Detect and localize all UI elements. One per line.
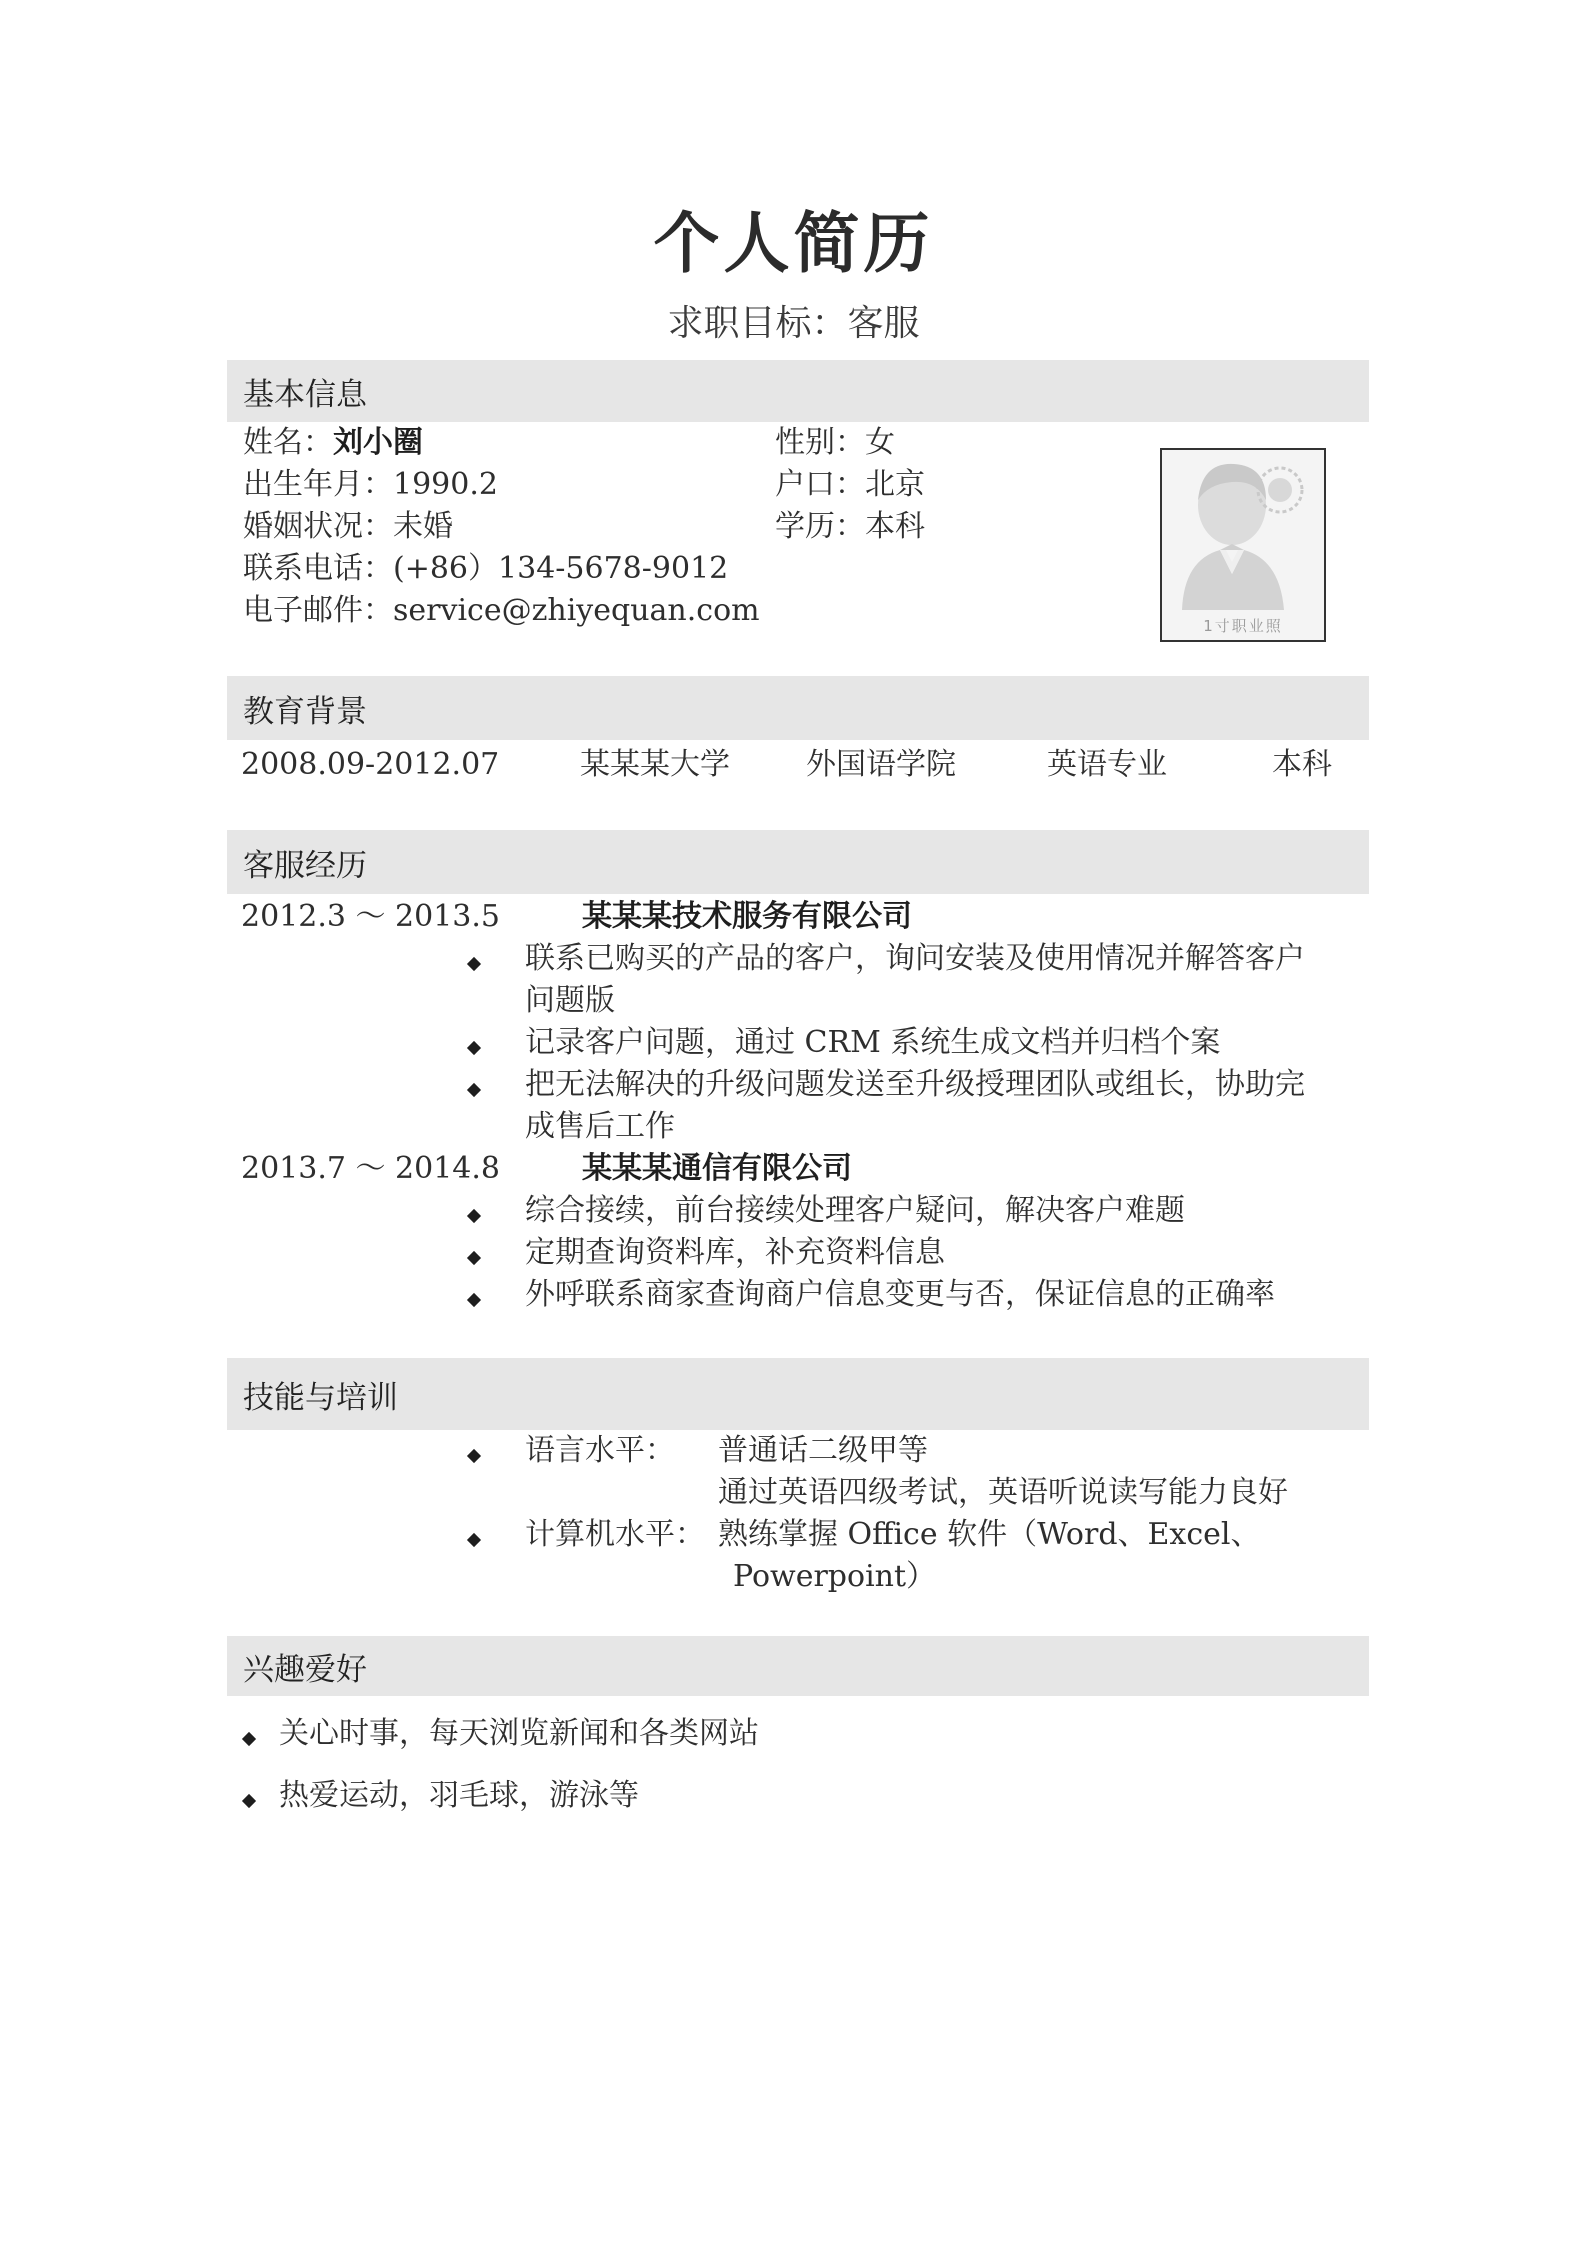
- birth-date: 出生年月：1990.2: [243, 467, 498, 502]
- hukou: 户口：北京: [775, 467, 925, 502]
- phone-number: 联系电话：(+86）134-5678-9012: [243, 551, 729, 586]
- avatar-placeholder-icon: [1162, 450, 1324, 640]
- job-period: 2013.7 ～ 2014.8: [241, 1151, 501, 1186]
- bullet-icon: [242, 1732, 256, 1746]
- bullet-icon: [467, 1293, 481, 1307]
- language-line: 通过英语四级考试，英语听说读写能力良好: [718, 1475, 1288, 1510]
- bullet-icon: [467, 1533, 481, 1547]
- section-header-experience: 客服经历: [227, 830, 1369, 894]
- education-school: 某某某大学: [580, 747, 730, 782]
- hobby-item: 热爱运动，羽毛球，游泳等: [279, 1778, 639, 1813]
- profile-photo: [1160, 448, 1326, 642]
- section-header-hobbies: 兴趣爱好: [227, 1636, 1369, 1696]
- resume-title: 个人简历: [653, 204, 934, 282]
- language-label: 语言水平：: [525, 1433, 675, 1468]
- name-label: 姓名：: [243, 425, 333, 460]
- duty-line: 外呼联系商家查询商户信息变更与否，保证信息的正确率: [525, 1277, 1275, 1312]
- computer-line: Powerpoint）: [733, 1559, 937, 1594]
- bullet-icon: [467, 1449, 481, 1463]
- bullet-icon: [467, 1251, 481, 1265]
- hobby-item: 关心时事，每天浏览新闻和各类网站: [279, 1716, 759, 1751]
- education-major: 英语专业: [1047, 747, 1167, 782]
- duty-line: 综合接续，前台接续处理客户疑问，解决客户难题: [525, 1193, 1185, 1228]
- duty-line: 联系已购买的产品的客户，询问安装及使用情况并解答客户: [525, 941, 1305, 976]
- name-row: [243, 422, 423, 464]
- education-college: 外国语学院: [806, 747, 956, 782]
- photo-caption: 1寸职业照: [1203, 617, 1283, 635]
- marital-status: 婚姻状况：未婚: [243, 509, 453, 544]
- education-period: 2008.09-2012.07: [241, 747, 500, 782]
- duty-line: 问题版: [525, 983, 615, 1018]
- duty-line: 成售后工作: [525, 1109, 675, 1144]
- language-line: 普通话二级甲等: [718, 1433, 928, 1468]
- computer-line: 熟练掌握 Office 软件（Word、Excel、: [718, 1517, 1261, 1552]
- job-period: 2012.3 ～ 2013.5: [241, 899, 501, 934]
- bullet-icon: [467, 1083, 481, 1097]
- bullet-icon: [242, 1794, 256, 1808]
- bullet-icon: [467, 957, 481, 971]
- section-header-skills: 技能与培训: [227, 1358, 1369, 1430]
- education-level: 本科: [1272, 747, 1332, 782]
- job-objective: 求职目标：客服: [667, 303, 920, 344]
- duty-line: 定期查询资料库，补充资料信息: [525, 1235, 945, 1270]
- name-value: 刘小圈: [333, 425, 423, 460]
- bullet-icon: [467, 1041, 481, 1055]
- gender: 性别：女: [775, 425, 895, 460]
- email-address: 电子邮件：service@zhiyequan.com: [243, 593, 760, 628]
- section-header-education: 教育背景: [227, 676, 1369, 740]
- job-company: 某某某技术服务有限公司: [582, 899, 912, 934]
- computer-label: 计算机水平：: [525, 1517, 705, 1552]
- degree: 学历：本科: [775, 509, 925, 544]
- job-company: 某某某通信有限公司: [582, 1151, 852, 1186]
- section-header-basic-info: 基本信息: [227, 360, 1369, 422]
- duty-line: 把无法解决的升级问题发送至升级授理团队或组长，协助完: [525, 1067, 1305, 1102]
- duty-line: 记录客户问题，通过 CRM 系统生成文档并归档个案: [525, 1025, 1221, 1060]
- bullet-icon: [467, 1209, 481, 1223]
